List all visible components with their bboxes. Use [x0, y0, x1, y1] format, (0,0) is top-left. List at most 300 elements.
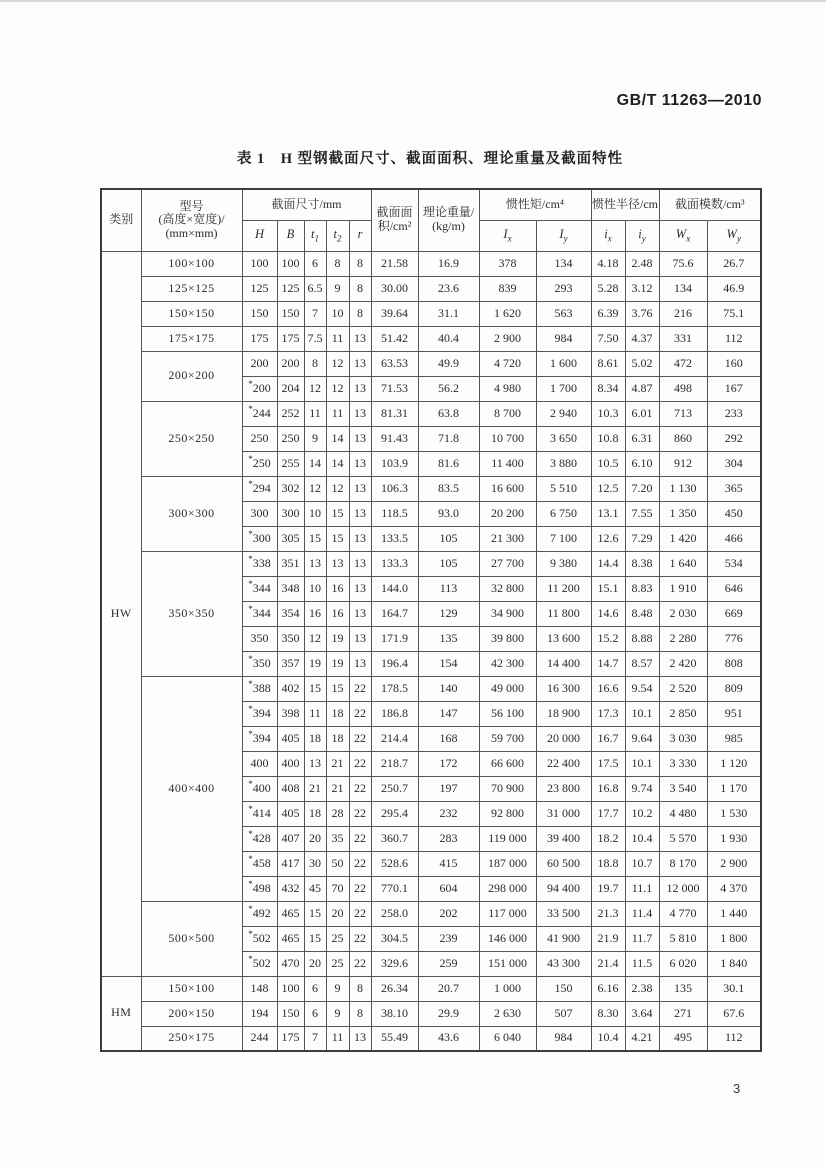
value-cell: 20	[326, 901, 349, 926]
value-cell: 112	[707, 326, 761, 351]
value-cell: 9 380	[536, 551, 591, 576]
value-cell: 112	[707, 1026, 761, 1051]
value-cell: 1 350	[659, 501, 707, 526]
value-cell: 187 000	[479, 851, 536, 876]
value-cell: 125	[242, 276, 277, 301]
value-cell: 19	[326, 626, 349, 651]
value-cell: 29.9	[418, 1001, 479, 1026]
value-cell: 38.10	[371, 1001, 418, 1026]
value-cell: 18.8	[591, 851, 625, 876]
value-cell: 860	[659, 426, 707, 451]
value-cell: 214.4	[371, 726, 418, 751]
value-cell: 175	[242, 326, 277, 351]
col-group-radius: 惯性半径/cm	[591, 189, 659, 220]
value-cell: 51.42	[371, 326, 418, 351]
value-cell: 4 720	[479, 351, 536, 376]
col-B: B	[277, 220, 304, 251]
value-cell: 304	[707, 451, 761, 476]
model-cell: 175×175	[141, 326, 242, 351]
value-cell: 30.1	[707, 976, 761, 1001]
value-cell: 360.7	[371, 826, 418, 851]
value-cell: 8 170	[659, 851, 707, 876]
value-cell: 3 650	[536, 426, 591, 451]
value-cell: 8.88	[625, 626, 659, 651]
value-cell: 646	[707, 576, 761, 601]
value-cell: 218.7	[371, 751, 418, 776]
value-cell: 134	[659, 276, 707, 301]
value-cell: 46.9	[707, 276, 761, 301]
value-cell: 8	[304, 351, 326, 376]
value-cell: 151 000	[479, 951, 536, 976]
col-r: r	[349, 220, 371, 251]
value-cell: 15	[326, 676, 349, 701]
value-cell: 22	[349, 801, 371, 826]
value-cell: 331	[659, 326, 707, 351]
value-cell: 9	[326, 1001, 349, 1026]
value-cell: 12	[304, 376, 326, 401]
value-cell: 18.2	[591, 826, 625, 851]
value-cell: 175	[277, 326, 304, 351]
value-cell: 1 000	[479, 976, 536, 1001]
value-cell: 10 700	[479, 426, 536, 451]
value-cell: 13	[349, 426, 371, 451]
value-cell: 12	[326, 351, 349, 376]
model-cell: 350×350	[141, 551, 242, 676]
value-cell: 196.4	[371, 651, 418, 676]
value-cell: 7.5	[304, 326, 326, 351]
value-cell: 200	[242, 351, 277, 376]
value-cell: 204	[277, 376, 304, 401]
value-cell: 56 100	[479, 701, 536, 726]
col-group-inertia: 惯性矩/cm⁴	[479, 189, 591, 220]
value-cell: 3 540	[659, 776, 707, 801]
table-header	[101, 189, 761, 251]
value-cell: 252	[277, 401, 304, 426]
value-cell: 2 280	[659, 626, 707, 651]
value-cell: 146 000	[479, 926, 536, 951]
value-cell: 405	[277, 726, 304, 751]
value-cell: 26.7	[707, 251, 761, 276]
table-row	[101, 251, 761, 276]
model-cell: 400×400	[141, 676, 242, 901]
value-cell: 1 640	[659, 551, 707, 576]
value-cell: 259	[418, 951, 479, 976]
value-cell: 150	[242, 301, 277, 326]
table-row	[101, 476, 761, 501]
value-cell: 2 520	[659, 676, 707, 701]
value-cell: 18	[326, 726, 349, 751]
value-cell: 60 500	[536, 851, 591, 876]
value-cell: 6.16	[591, 976, 625, 1001]
col-ix: $i_x$	[591, 220, 625, 251]
value-cell: 776	[707, 626, 761, 651]
value-cell: 150	[277, 1001, 304, 1026]
table-row	[101, 976, 761, 1001]
value-cell: 22	[349, 901, 371, 926]
value-cell: 951	[707, 701, 761, 726]
category-cell: HM	[101, 976, 141, 1051]
model-cell: 150×100	[141, 976, 242, 1001]
value-cell: 6	[304, 1001, 326, 1026]
value-cell: 432	[277, 876, 304, 901]
value-cell: 348	[277, 576, 304, 601]
model-cell: 500×500	[141, 901, 242, 976]
value-cell: 11 200	[536, 576, 591, 601]
value-cell: 563	[536, 301, 591, 326]
value-cell: 1 800	[707, 926, 761, 951]
value-cell: 295.4	[371, 801, 418, 826]
value-cell: 13	[349, 626, 371, 651]
value-cell: 2 900	[479, 326, 536, 351]
value-cell: 329.6	[371, 951, 418, 976]
value-cell: 92 800	[479, 801, 536, 826]
table-row	[101, 276, 761, 301]
nonstandard-mark: *	[248, 778, 253, 789]
value-cell: 408	[277, 776, 304, 801]
value-cell: 250	[277, 426, 304, 451]
value-cell: 1 530	[707, 801, 761, 826]
value-cell: 16.9	[418, 251, 479, 276]
value-cell: 17.3	[591, 701, 625, 726]
value-cell: 4 370	[707, 876, 761, 901]
nonstandard-mark: *	[248, 803, 253, 814]
value-cell: 27 700	[479, 551, 536, 576]
value-cell: 255	[277, 451, 304, 476]
value-cell: 378	[479, 251, 536, 276]
value-cell: 56.2	[418, 376, 479, 401]
value-cell: 271	[659, 1001, 707, 1026]
value-cell: 175	[277, 1026, 304, 1051]
nonstandard-mark: *	[248, 578, 253, 589]
value-cell: 16.6	[591, 676, 625, 701]
value-cell: 10.5	[591, 451, 625, 476]
model-cell: 200×200	[141, 351, 242, 401]
value-cell: 75.6	[659, 251, 707, 276]
value-cell: 1 700	[536, 376, 591, 401]
value-cell: 809	[707, 676, 761, 701]
value-cell: 194	[242, 1001, 277, 1026]
value-cell: 26.34	[371, 976, 418, 1001]
col-t2: $t_2$	[326, 220, 349, 251]
value-cell: 3.12	[625, 276, 659, 301]
value-cell: 42 300	[479, 651, 536, 676]
model-cell: 250×175	[141, 1026, 242, 1051]
value-cell: 839	[479, 276, 536, 301]
spec-table	[100, 188, 762, 1052]
nonstandard-mark: *	[248, 878, 253, 889]
col-group-modulus: 截面模数/cm³	[659, 189, 761, 220]
value-cell: 292	[707, 426, 761, 451]
value-cell: 8	[349, 976, 371, 1001]
value-cell: 2.38	[625, 976, 659, 1001]
nonstandard-mark: *	[248, 653, 253, 664]
value-cell: 22	[349, 701, 371, 726]
value-cell: 808	[707, 651, 761, 676]
value-cell: 3 880	[536, 451, 591, 476]
value-cell: 1 840	[707, 951, 761, 976]
value-cell: 2 420	[659, 651, 707, 676]
value-cell: 8.34	[591, 376, 625, 401]
value-cell: 15.2	[591, 626, 625, 651]
value-cell: 3 030	[659, 726, 707, 751]
value-cell: 19	[304, 651, 326, 676]
value-cell: 1 120	[707, 751, 761, 776]
col-weight	[418, 189, 479, 251]
value-cell: 144.0	[371, 576, 418, 601]
value-cell: 171.9	[371, 626, 418, 651]
value-cell: 13	[349, 576, 371, 601]
value-cell: 63.53	[371, 351, 418, 376]
value-cell: 147	[418, 701, 479, 726]
value-cell: 350	[277, 626, 304, 651]
value-cell: 12	[304, 626, 326, 651]
value-cell: *498	[242, 876, 277, 901]
value-cell: 23.6	[418, 276, 479, 301]
value-cell: 402	[277, 676, 304, 701]
value-cell: 12	[304, 476, 326, 501]
value-cell: 71.53	[371, 376, 418, 401]
value-cell: *244	[242, 401, 277, 426]
value-cell: 507	[536, 1001, 591, 1026]
value-cell: 31 000	[536, 801, 591, 826]
value-cell: *428	[242, 826, 277, 851]
value-cell: 13.1	[591, 501, 625, 526]
nonstandard-mark: *	[248, 728, 253, 739]
value-cell: 365	[707, 476, 761, 501]
value-cell: 405	[277, 801, 304, 826]
value-cell: 23 800	[536, 776, 591, 801]
value-cell: 9	[326, 276, 349, 301]
value-cell: 35	[326, 826, 349, 851]
value-cell: 100	[242, 251, 277, 276]
value-cell: 2 940	[536, 401, 591, 426]
value-cell: 13	[326, 551, 349, 576]
nonstandard-mark: *	[248, 828, 253, 839]
value-cell: 103.9	[371, 451, 418, 476]
value-cell: 32 800	[479, 576, 536, 601]
model-cell: 250×250	[141, 401, 242, 476]
value-cell: 6.31	[625, 426, 659, 451]
value-cell: 11.1	[625, 876, 659, 901]
value-cell: 43 300	[536, 951, 591, 976]
nonstandard-mark: *	[248, 378, 253, 389]
value-cell: 5.28	[591, 276, 625, 301]
value-cell: 14.7	[591, 651, 625, 676]
value-cell: 16	[326, 601, 349, 626]
value-cell: 8	[349, 1001, 371, 1026]
value-cell: 293	[536, 276, 591, 301]
value-cell: *388	[242, 676, 277, 701]
value-cell: 81.31	[371, 401, 418, 426]
col-Iy: $I_y$	[536, 220, 591, 251]
value-cell: *458	[242, 851, 277, 876]
value-cell: 4.87	[625, 376, 659, 401]
value-cell: 305	[277, 526, 304, 551]
value-cell: 40.4	[418, 326, 479, 351]
value-cell: 300	[277, 501, 304, 526]
value-cell: 129	[418, 601, 479, 626]
value-cell: 22	[349, 751, 371, 776]
value-cell: 354	[277, 601, 304, 626]
value-cell: 83.5	[418, 476, 479, 501]
value-cell: 1 420	[659, 526, 707, 551]
value-cell: 119 000	[479, 826, 536, 851]
spec-table-body	[101, 251, 761, 1051]
value-cell: 6.01	[625, 401, 659, 426]
value-cell: 16 300	[536, 676, 591, 701]
nonstandard-mark: *	[248, 603, 253, 614]
value-cell: 21.9	[591, 926, 625, 951]
value-cell: 10.8	[591, 426, 625, 451]
value-cell: 202	[418, 901, 479, 926]
value-cell: 13 600	[536, 626, 591, 651]
value-cell: *400	[242, 776, 277, 801]
value-cell: 770.1	[371, 876, 418, 901]
col-category: 类别	[101, 189, 141, 251]
page-number: 3	[733, 1081, 741, 1096]
value-cell: *394	[242, 701, 277, 726]
value-cell: 304.5	[371, 926, 418, 951]
value-cell: 59 700	[479, 726, 536, 751]
value-cell: 13	[349, 326, 371, 351]
value-cell: 186.8	[371, 701, 418, 726]
value-cell: 5 510	[536, 476, 591, 501]
value-cell: 984	[536, 1026, 591, 1051]
value-cell: 22 400	[536, 751, 591, 776]
value-cell: 13	[349, 601, 371, 626]
value-cell: 2 900	[707, 851, 761, 876]
value-cell: 11	[326, 401, 349, 426]
table-row	[101, 676, 761, 701]
table-row	[101, 326, 761, 351]
value-cell: 11.7	[625, 926, 659, 951]
value-cell: 6	[304, 251, 326, 276]
value-cell: 4 980	[479, 376, 536, 401]
value-cell: 10.1	[625, 701, 659, 726]
value-cell: 1 600	[536, 351, 591, 376]
standard-code: GB/T 11263—2010	[616, 92, 762, 109]
value-cell: 16 600	[479, 476, 536, 501]
value-cell: 302	[277, 476, 304, 501]
value-cell: 39.64	[371, 301, 418, 326]
value-cell: 7.20	[625, 476, 659, 501]
value-cell: 16	[304, 601, 326, 626]
value-cell: 94 400	[536, 876, 591, 901]
value-cell: 49 000	[479, 676, 536, 701]
nonstandard-mark: *	[248, 953, 253, 964]
value-cell: *502	[242, 951, 277, 976]
value-cell: 7	[304, 1026, 326, 1051]
table-row	[101, 901, 761, 926]
value-cell: 2 850	[659, 701, 707, 726]
value-cell: 20 200	[479, 501, 536, 526]
value-cell: 1 620	[479, 301, 536, 326]
value-cell: 534	[707, 551, 761, 576]
value-cell: 8.30	[591, 1001, 625, 1026]
value-cell: 200	[277, 351, 304, 376]
value-cell: 11 400	[479, 451, 536, 476]
value-cell: 43.6	[418, 1026, 479, 1051]
value-cell: 10.2	[625, 801, 659, 826]
value-cell: 9	[304, 426, 326, 451]
value-cell: 415	[418, 851, 479, 876]
value-cell: 1 930	[707, 826, 761, 851]
value-cell: 91.43	[371, 426, 418, 451]
value-cell: 472	[659, 351, 707, 376]
header-row-groups	[101, 189, 761, 220]
value-cell: 133.5	[371, 526, 418, 551]
value-cell: 55.49	[371, 1026, 418, 1051]
value-cell: 21	[326, 751, 349, 776]
model-cell: 300×300	[141, 476, 242, 551]
value-cell: 19.7	[591, 876, 625, 901]
table-row	[101, 1001, 761, 1026]
value-cell: 17.7	[591, 801, 625, 826]
value-cell: 6.39	[591, 301, 625, 326]
value-cell: 465	[277, 901, 304, 926]
value-cell: 250.7	[371, 776, 418, 801]
value-cell: 154	[418, 651, 479, 676]
value-cell: 20 000	[536, 726, 591, 751]
value-cell: 6.5	[304, 276, 326, 301]
model-cell: 125×125	[141, 276, 242, 301]
value-cell: 15	[304, 901, 326, 926]
value-cell: *414	[242, 801, 277, 826]
value-cell: 912	[659, 451, 707, 476]
value-cell: 13	[349, 476, 371, 501]
value-cell: 25	[326, 926, 349, 951]
value-cell: *338	[242, 551, 277, 576]
value-cell: 14	[326, 451, 349, 476]
value-cell: 12.5	[591, 476, 625, 501]
value-cell: 8.48	[625, 601, 659, 626]
value-cell: 6.10	[625, 451, 659, 476]
value-cell: 4 770	[659, 901, 707, 926]
value-cell: 22	[349, 726, 371, 751]
value-cell: 10.7	[625, 851, 659, 876]
value-cell: 7.55	[625, 501, 659, 526]
value-cell: 150	[277, 301, 304, 326]
nonstandard-mark: *	[248, 528, 253, 539]
value-cell: 250	[242, 426, 277, 451]
col-weight-line2: (kg/m)	[432, 219, 465, 234]
value-cell: 4 480	[659, 801, 707, 826]
value-cell: 75.1	[707, 301, 761, 326]
value-cell: 14 400	[536, 651, 591, 676]
value-cell: 8	[349, 251, 371, 276]
value-cell: 16.7	[591, 726, 625, 751]
nonstandard-mark: *	[248, 478, 253, 489]
value-cell: 14.4	[591, 551, 625, 576]
value-cell: 8.57	[625, 651, 659, 676]
value-cell: 258.0	[371, 901, 418, 926]
value-cell: 12	[326, 376, 349, 401]
col-Ix: $I_x$	[479, 220, 536, 251]
value-cell: 669	[707, 601, 761, 626]
value-cell: 7	[304, 301, 326, 326]
value-cell: 244	[242, 1026, 277, 1051]
value-cell: 33 500	[536, 901, 591, 926]
value-cell: 300	[242, 501, 277, 526]
value-cell: 15.1	[591, 576, 625, 601]
value-cell: 135	[659, 976, 707, 1001]
value-cell: 45	[304, 876, 326, 901]
value-cell: 63.8	[418, 401, 479, 426]
col-weight-line1: 理论重量/	[422, 205, 475, 220]
value-cell: 2.48	[625, 251, 659, 276]
value-cell: 100	[277, 976, 304, 1001]
value-cell: 15	[326, 526, 349, 551]
